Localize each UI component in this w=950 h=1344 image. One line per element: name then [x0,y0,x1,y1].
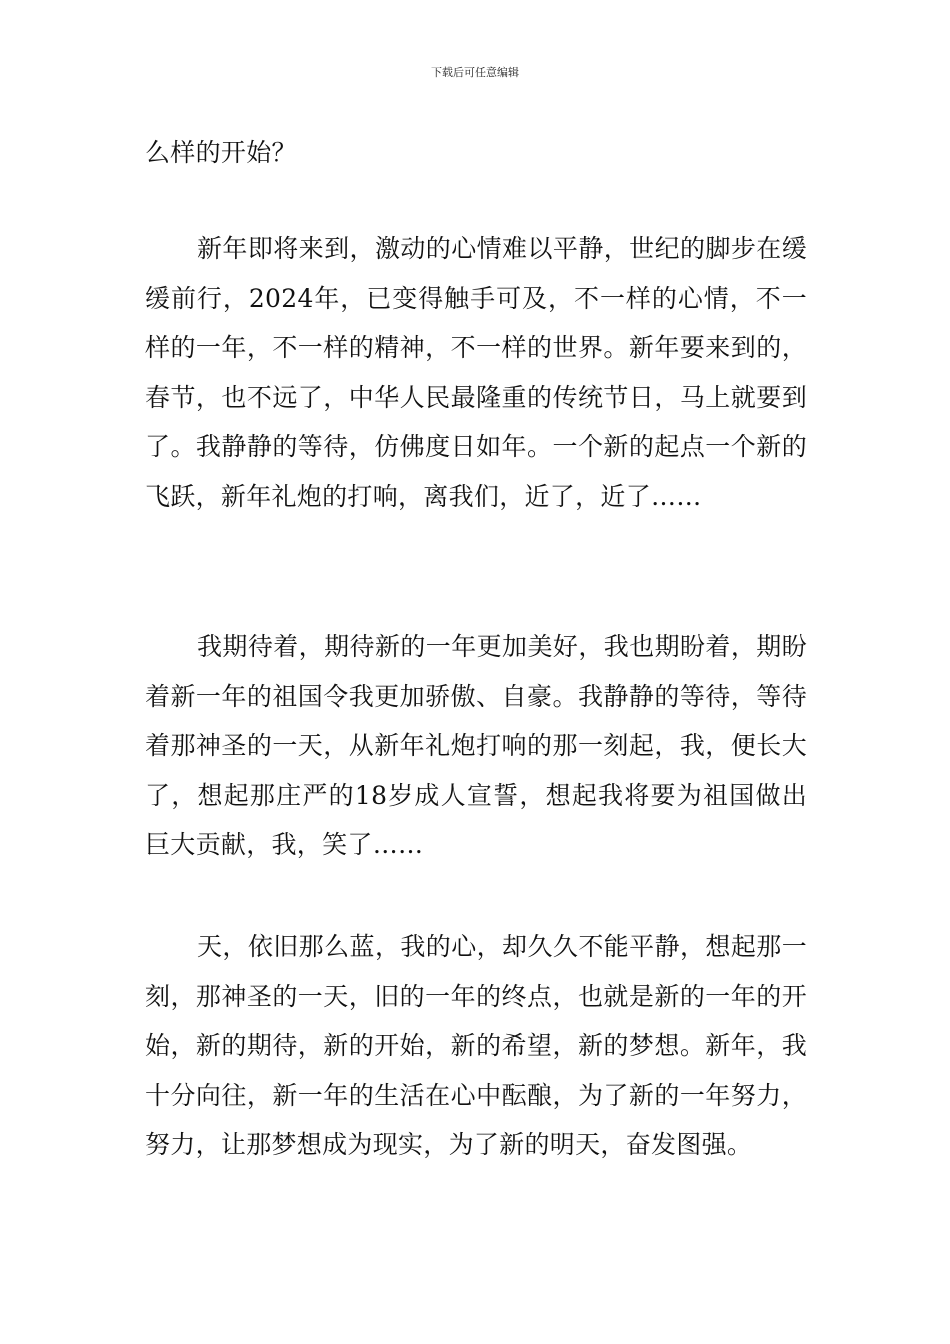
paragraph: 我期待着，期待新的一年更加美好，我也期盼着，期盼着新一年的祖国令我更加骄傲、自豪。我静静的等待，等待着那神圣的一天，从新年礼炮打响的那一刻起，我，便长大了，想起那庄严的18岁成人宣誓，想起我将要为祖国做出巨大贡献，我，笑了…… [145,632,807,859]
paragraph-continuation: 么样的开始？ [145,138,297,167]
paragraph: 天，依旧那么蓝，我的心，却久久不能平静，想起那一刻，那神圣的一天，旧的一年的终点，也就是新的一年的开始，新的期待，新的开始，新的希望，新的梦想。新年，我十分向往，新一年的生活在心中酝酿，为了新的一年努力，努力，让那梦想成为现实，为了新的明天，奋发图强。 [145,932,807,1159]
paragraph: 新年即将来到，激动的心情难以平静，世纪的脚步在缓缓前行，2024年，已变得触手可及，不一样的心情，不一样的一年，不一样的精神，不一样的世界。新年要来到的，春节，也不远了，中华人民最隆重的传统节日，马上就要到了。我静静的等待，仿佛度日如年。一个新的起点一个新的飞跃，新年礼炮的打响，离我们，近了，近了…… [145,234,807,511]
header-note: 下载后可任意编辑 [431,66,519,79]
